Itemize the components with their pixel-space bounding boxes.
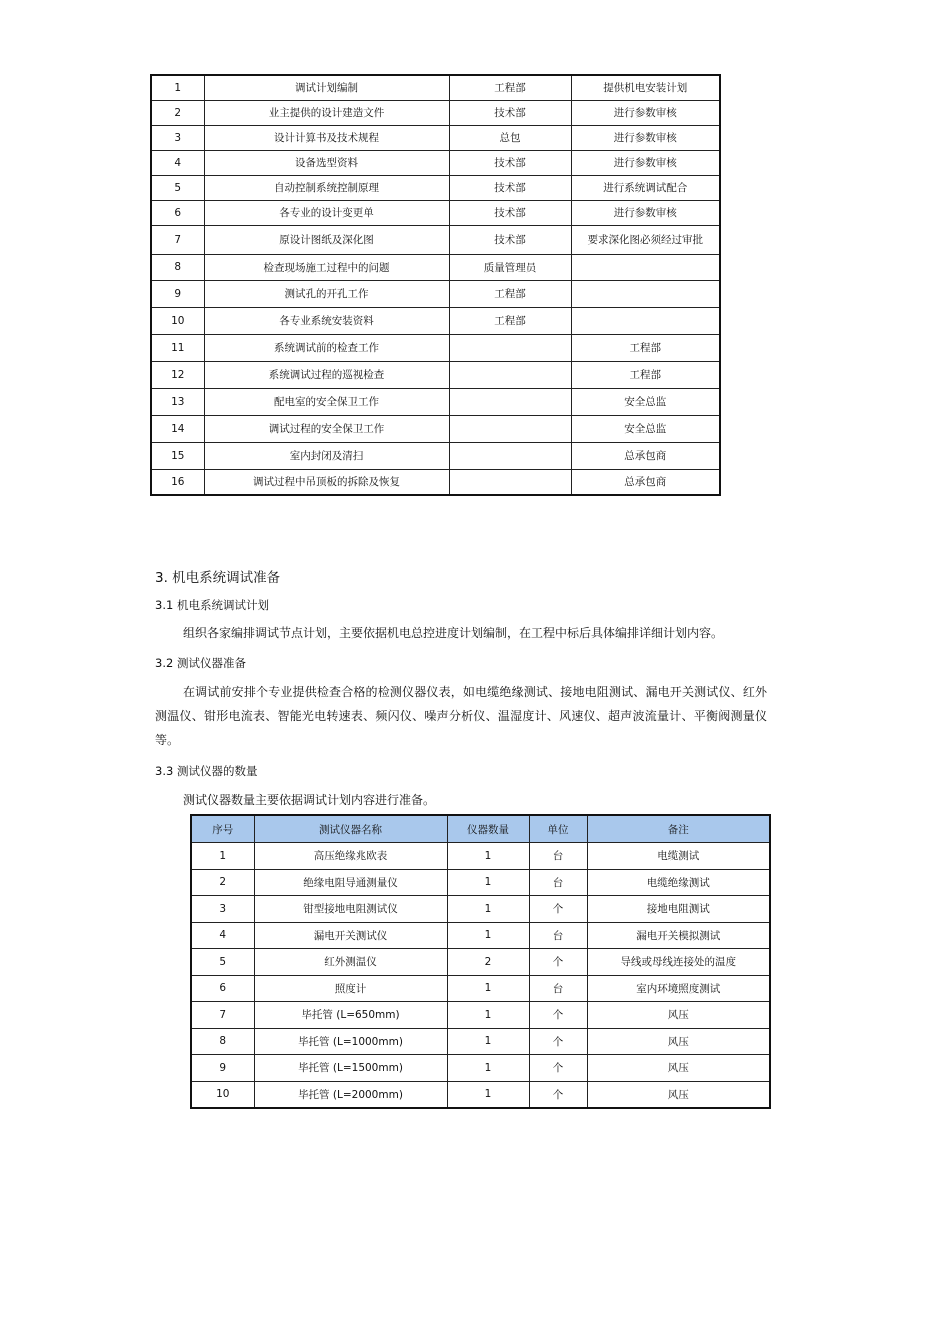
table-row <box>151 254 720 280</box>
cell-item: 测试孔的开孔工作 <box>204 280 449 307</box>
cell-dept: 技术部 <box>449 225 571 254</box>
cell-index: 7 <box>151 225 204 254</box>
cell-quantity: 1 <box>447 975 529 1002</box>
cell-instrument: 高压绝缘兆欧表 <box>254 843 447 870</box>
cell-unit: 台 <box>529 975 587 1002</box>
cell-note: 工程部 <box>571 334 720 361</box>
cell-item: 检查现场施工过程中的问题 <box>204 254 449 280</box>
table-row <box>151 150 720 175</box>
cell-instrument: 毕托管 (L=2000mm) <box>254 1081 447 1108</box>
responsibility-table <box>150 74 721 496</box>
table-row <box>191 1081 770 1108</box>
section-3-1-paragraph: 组织各家编排调试节点计划，主要依据机电总控进度计划编制，在工程中标后具体编排详细计划内容。 <box>183 626 724 640</box>
section-3-2-paragraph: 在调试前安排个专业提供检查合格的检测仪器仪表，如电缆绝缘测试、接地电阻测试、漏电开关测试仪、红外测温仪、钳形电流表、智能光电转速表、频闪仪、噪声分析仪、温湿度计、风速仪、超声波流量计、平衡阀测量仪等。 <box>155 685 767 747</box>
cell-note: 进行系统调试配合 <box>571 175 720 200</box>
cell-item: 原设计图纸及深化图 <box>204 225 449 254</box>
cell-remark: 风压 <box>587 1055 770 1082</box>
cell-note <box>571 254 720 280</box>
cell-unit: 台 <box>529 869 587 896</box>
cell-dept: 工程部 <box>449 75 571 100</box>
cell-index: 14 <box>151 415 204 442</box>
cell-note: 安全总监 <box>571 415 720 442</box>
cell-remark: 导线或母线连接处的温度 <box>587 949 770 976</box>
cell-index: 9 <box>151 280 204 307</box>
cell-note: 总承包商 <box>571 442 720 469</box>
section-3-2-heading: 3.2 测试仪器准备 <box>155 656 246 670</box>
cell-dept: 技术部 <box>449 175 571 200</box>
cell-unit: 个 <box>529 1081 587 1108</box>
table-row <box>151 388 720 415</box>
cell-dept <box>449 469 571 495</box>
header-cell-remark: 备注 <box>587 815 770 843</box>
cell-index: 4 <box>191 922 254 949</box>
cell-item: 调试计划编制 <box>204 75 449 100</box>
cell-dept: 质量管理员 <box>449 254 571 280</box>
cell-note: 安全总监 <box>571 388 720 415</box>
cell-note: 提供机电安装计划 <box>571 75 720 100</box>
cell-quantity: 1 <box>447 1055 529 1082</box>
cell-index: 3 <box>151 125 204 150</box>
cell-index: 10 <box>191 1081 254 1108</box>
cell-index: 2 <box>151 100 204 125</box>
cell-quantity: 1 <box>447 896 529 923</box>
table-row <box>191 949 770 976</box>
table-row <box>191 1002 770 1029</box>
cell-quantity: 1 <box>447 1028 529 1055</box>
cell-remark: 电缆测试 <box>587 843 770 870</box>
header-cell-index: 序号 <box>191 815 254 843</box>
cell-index: 7 <box>191 1002 254 1029</box>
cell-note: 要求深化图必须经过审批 <box>571 225 720 254</box>
cell-unit: 个 <box>529 1002 587 1029</box>
section-3-3-heading: 3.3 测试仪器的数量 <box>155 764 258 778</box>
cell-item: 系统调试过程的巡视检查 <box>204 361 449 388</box>
table-row <box>151 334 720 361</box>
cell-dept: 技术部 <box>449 200 571 225</box>
cell-index: 3 <box>191 896 254 923</box>
cell-item: 业主提供的设计建造文件 <box>204 100 449 125</box>
cell-dept <box>449 334 571 361</box>
cell-dept: 技术部 <box>449 150 571 175</box>
cell-remark: 风压 <box>587 1002 770 1029</box>
table-row <box>191 869 770 896</box>
table-row <box>151 125 720 150</box>
table-row <box>191 1055 770 1082</box>
cell-remark: 漏电开关模拟测试 <box>587 922 770 949</box>
header-cell-unit: 单位 <box>529 815 587 843</box>
cell-index: 6 <box>191 975 254 1002</box>
cell-instrument: 毕托管 (L=1000mm) <box>254 1028 447 1055</box>
cell-index: 5 <box>151 175 204 200</box>
cell-index: 8 <box>151 254 204 280</box>
cell-remark: 风压 <box>587 1028 770 1055</box>
cell-index: 10 <box>151 307 204 334</box>
cell-instrument: 漏电开关测试仪 <box>254 922 447 949</box>
table-row <box>191 975 770 1002</box>
table-row <box>191 896 770 923</box>
table-row <box>151 361 720 388</box>
table-row <box>151 307 720 334</box>
table-row <box>151 200 720 225</box>
cell-dept <box>449 388 571 415</box>
cell-unit: 个 <box>529 949 587 976</box>
cell-instrument: 照度计 <box>254 975 447 1002</box>
cell-item: 设计计算书及技术规程 <box>204 125 449 150</box>
cell-index: 8 <box>191 1028 254 1055</box>
cell-unit: 个 <box>529 896 587 923</box>
cell-quantity: 1 <box>447 922 529 949</box>
table-row <box>191 843 770 870</box>
cell-note <box>571 280 720 307</box>
cell-dept <box>449 361 571 388</box>
header-cell-quantity: 仪器数量 <box>447 815 529 843</box>
cell-note <box>571 307 720 334</box>
cell-item: 设备选型资料 <box>204 150 449 175</box>
cell-quantity: 1 <box>447 1002 529 1029</box>
cell-index: 16 <box>151 469 204 495</box>
cell-item: 配电室的安全保卫工作 <box>204 388 449 415</box>
cell-note: 进行参数审核 <box>571 200 720 225</box>
cell-remark: 风压 <box>587 1081 770 1108</box>
instrument-quantity-table <box>190 814 771 1109</box>
cell-item: 室内封闭及清扫 <box>204 442 449 469</box>
header-cell-name: 测试仪器名称 <box>254 815 447 843</box>
cell-index: 1 <box>191 843 254 870</box>
cell-index: 1 <box>151 75 204 100</box>
cell-item: 调试过程的安全保卫工作 <box>204 415 449 442</box>
cell-index: 11 <box>151 334 204 361</box>
cell-dept <box>449 442 571 469</box>
table-row <box>151 225 720 254</box>
table-row <box>191 922 770 949</box>
cell-instrument: 钳型接地电阻测试仪 <box>254 896 447 923</box>
cell-index: 6 <box>151 200 204 225</box>
cell-instrument: 绝缘电阻导通测量仪 <box>254 869 447 896</box>
cell-item: 调试过程中吊顶板的拆除及恢复 <box>204 469 449 495</box>
cell-quantity: 1 <box>447 1081 529 1108</box>
cell-instrument: 毕托管 (L=650mm) <box>254 1002 447 1029</box>
cell-remark: 室内环境照度测试 <box>587 975 770 1002</box>
cell-index: 15 <box>151 442 204 469</box>
cell-item: 系统调试前的检查工作 <box>204 334 449 361</box>
table-row <box>151 100 720 125</box>
cell-remark: 接地电阻测试 <box>587 896 770 923</box>
cell-note: 工程部 <box>571 361 720 388</box>
cell-instrument: 毕托管 (L=1500mm) <box>254 1055 447 1082</box>
cell-index: 5 <box>191 949 254 976</box>
cell-unit: 台 <box>529 922 587 949</box>
table-header-row <box>191 815 770 843</box>
table-row <box>151 442 720 469</box>
table-row <box>151 175 720 200</box>
cell-dept: 工程部 <box>449 280 571 307</box>
cell-quantity: 1 <box>447 843 529 870</box>
cell-dept <box>449 415 571 442</box>
cell-note: 进行参数审核 <box>571 125 720 150</box>
table-row <box>151 415 720 442</box>
cell-dept: 工程部 <box>449 307 571 334</box>
cell-remark: 电缆绝缘测试 <box>587 869 770 896</box>
cell-note: 总承包商 <box>571 469 720 495</box>
section-3-3-paragraph: 测试仪器数量主要依据调试计划内容进行准备。 <box>183 793 436 807</box>
cell-index: 4 <box>151 150 204 175</box>
table-row <box>151 469 720 495</box>
cell-dept: 技术部 <box>449 100 571 125</box>
cell-index: 9 <box>191 1055 254 1082</box>
cell-dept: 总包 <box>449 125 571 150</box>
cell-instrument: 红外测温仪 <box>254 949 447 976</box>
cell-note: 进行参数审核 <box>571 150 720 175</box>
section-3-heading: 3. 机电系统调试准备 <box>155 570 281 586</box>
cell-index: 2 <box>191 869 254 896</box>
cell-unit: 个 <box>529 1055 587 1082</box>
cell-item: 各专业的设计变更单 <box>204 200 449 225</box>
table-row <box>151 280 720 307</box>
cell-quantity: 1 <box>447 869 529 896</box>
table-row <box>151 75 720 100</box>
section-3-1-heading: 3.1 机电系统调试计划 <box>155 598 269 612</box>
cell-note: 进行参数审核 <box>571 100 720 125</box>
cell-item: 自动控制系统控制原理 <box>204 175 449 200</box>
cell-unit: 台 <box>529 843 587 870</box>
cell-index: 12 <box>151 361 204 388</box>
table-row <box>191 1028 770 1055</box>
cell-item: 各专业系统安装资料 <box>204 307 449 334</box>
cell-quantity: 2 <box>447 949 529 976</box>
cell-index: 13 <box>151 388 204 415</box>
cell-unit: 个 <box>529 1028 587 1055</box>
